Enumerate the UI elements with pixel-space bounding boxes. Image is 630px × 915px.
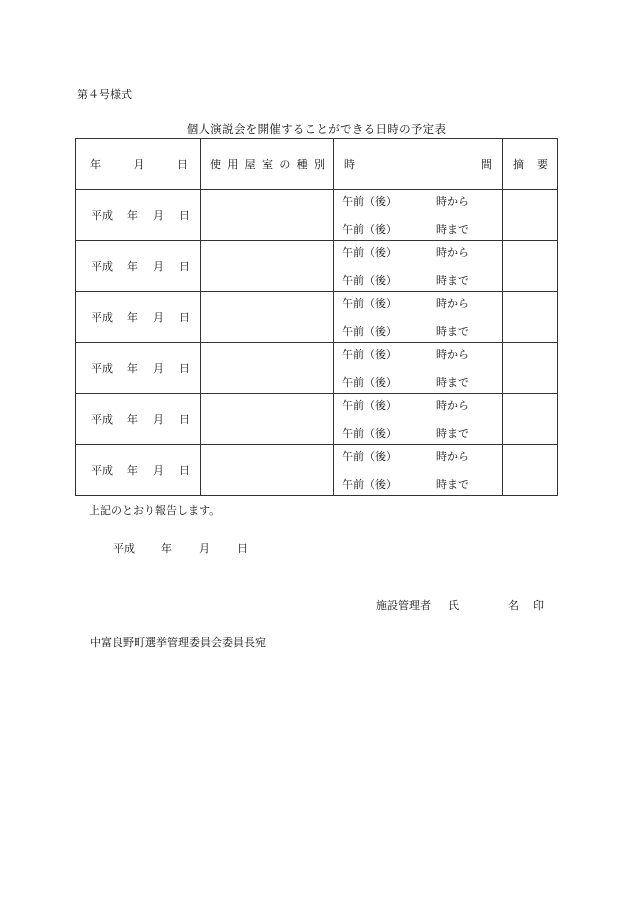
header-date-day: 日	[177, 158, 188, 171]
manager-role: 施設管理者	[376, 599, 431, 612]
time-cell	[334, 190, 503, 241]
time-from-line	[342, 396, 502, 414]
header-note	[503, 139, 558, 190]
time-to-line	[342, 475, 502, 493]
date-month: 月	[153, 209, 164, 222]
time-to-suffix: 時まで	[436, 478, 469, 491]
time-cell	[334, 343, 503, 394]
time-cell	[334, 292, 503, 343]
time-from-ampm: 午前（後）	[342, 246, 397, 259]
header-date-year: 年	[90, 158, 101, 171]
date-year: 年	[127, 362, 138, 375]
document-title: 個人演説会を開催することができる日時の予定表	[186, 122, 447, 136]
room-type-cell	[201, 241, 334, 292]
header-room-type	[201, 139, 334, 190]
time-from-ampm: 午前（後）	[342, 399, 397, 412]
note-cell	[503, 394, 558, 445]
header-room-char: 使	[210, 158, 221, 171]
header-room-char: 種	[296, 158, 308, 171]
manager-name-shi: 氏	[448, 599, 459, 612]
time-to-line	[342, 373, 502, 391]
table-row	[76, 394, 558, 445]
manager-signature	[376, 597, 544, 613]
date-cell	[76, 445, 201, 496]
manager-name-mei: 名	[508, 599, 519, 612]
date-month: 月	[153, 311, 164, 324]
note-cell	[503, 190, 558, 241]
report-date-era: 平成	[113, 542, 135, 555]
time-to-ampm: 午前（後）	[342, 478, 397, 491]
manager-seal: 印	[533, 599, 544, 612]
time-to-ampm: 午前（後）	[342, 376, 397, 389]
table-row	[76, 343, 558, 394]
time-from-ampm: 午前（後）	[342, 297, 397, 310]
table-row	[76, 190, 558, 241]
time-to-ampm: 午前（後）	[342, 223, 397, 236]
date-year: 年	[127, 260, 138, 273]
time-to-suffix: 時まで	[436, 223, 469, 236]
time-to-ampm: 午前（後）	[342, 325, 397, 338]
header-note-char: 摘	[513, 158, 524, 171]
date-day: 日	[179, 362, 190, 375]
time-to-suffix: 時まで	[436, 376, 469, 389]
time-to-ampm: 午前（後）	[342, 274, 397, 287]
time-to-suffix: 時まで	[436, 325, 469, 338]
time-to-suffix: 時まで	[436, 427, 469, 440]
time-cell	[334, 394, 503, 445]
time-to-ampm: 午前（後）	[342, 427, 397, 440]
date-day: 日	[179, 464, 190, 477]
date-era: 平成	[91, 209, 113, 222]
note-cell	[503, 292, 558, 343]
note-cell	[503, 241, 558, 292]
date-era: 平成	[91, 464, 113, 477]
time-from-suffix: 時から	[436, 399, 469, 412]
time-from-ampm: 午前（後）	[342, 348, 397, 361]
form-number: 第４号様式	[77, 88, 132, 101]
header-room-char: 室	[261, 158, 273, 171]
time-from-line	[342, 345, 502, 363]
header-date	[76, 139, 201, 190]
report-date-day: 日	[237, 542, 248, 555]
room-type-cell	[201, 445, 334, 496]
report-date	[113, 540, 248, 556]
header-time-char: 間	[481, 158, 492, 171]
header-date-month: 月	[133, 158, 145, 171]
time-from-line	[342, 243, 502, 261]
date-era: 平成	[91, 413, 113, 426]
confirm-text: 上記のとおり報告します。	[89, 504, 221, 517]
time-from-line	[342, 294, 502, 312]
time-to-line	[342, 220, 502, 238]
date-cell	[76, 343, 201, 394]
date-day: 日	[179, 413, 190, 426]
report-date-year: 年	[161, 542, 172, 555]
time-to-line	[342, 271, 502, 289]
room-type-cell	[201, 394, 334, 445]
date-cell	[76, 292, 201, 343]
date-month: 月	[153, 464, 164, 477]
date-year: 年	[127, 464, 138, 477]
date-era: 平成	[91, 260, 113, 273]
header-note-char: 要	[537, 158, 548, 171]
header-time	[334, 139, 503, 190]
time-cell	[334, 241, 503, 292]
header-room-char: 屋	[244, 158, 256, 171]
date-day: 日	[179, 209, 190, 222]
time-from-suffix: 時から	[436, 348, 469, 361]
schedule-table	[75, 138, 558, 496]
room-type-cell	[201, 190, 334, 241]
room-type-cell	[201, 343, 334, 394]
time-from-ampm: 午前（後）	[342, 195, 397, 208]
report-date-month: 月	[199, 542, 210, 555]
date-day: 日	[179, 311, 190, 324]
table-header-row	[76, 139, 558, 190]
date-era: 平成	[91, 311, 113, 324]
date-year: 年	[127, 209, 138, 222]
time-from-line	[342, 192, 502, 210]
time-from-ampm: 午前（後）	[342, 450, 397, 463]
table-row	[76, 445, 558, 496]
date-month: 月	[153, 413, 164, 426]
time-from-suffix: 時から	[436, 246, 469, 259]
date-year: 年	[127, 311, 138, 324]
header-room-char: 用	[227, 158, 239, 171]
date-era: 平成	[91, 362, 113, 375]
time-from-line	[342, 447, 502, 465]
time-cell	[334, 445, 503, 496]
table-row	[76, 292, 558, 343]
note-cell	[503, 445, 558, 496]
date-year: 年	[127, 413, 138, 426]
time-to-line	[342, 322, 502, 340]
room-type-cell	[201, 292, 334, 343]
header-time-char: 時	[344, 158, 355, 171]
time-from-suffix: 時から	[436, 450, 469, 463]
date-cell	[76, 241, 201, 292]
time-from-suffix: 時から	[436, 195, 469, 208]
addressee: 中富良野町選挙管理委員会委員長宛	[90, 636, 266, 649]
time-to-suffix: 時まで	[436, 274, 469, 287]
note-cell	[503, 343, 558, 394]
date-cell	[76, 394, 201, 445]
time-from-suffix: 時から	[436, 297, 469, 310]
date-month: 月	[153, 362, 164, 375]
date-cell	[76, 190, 201, 241]
header-room-char: の	[279, 158, 291, 171]
time-to-line	[342, 424, 502, 442]
table-row	[76, 241, 558, 292]
header-room-char: 別	[313, 158, 325, 171]
date-day: 日	[179, 260, 190, 273]
date-month: 月	[153, 260, 164, 273]
